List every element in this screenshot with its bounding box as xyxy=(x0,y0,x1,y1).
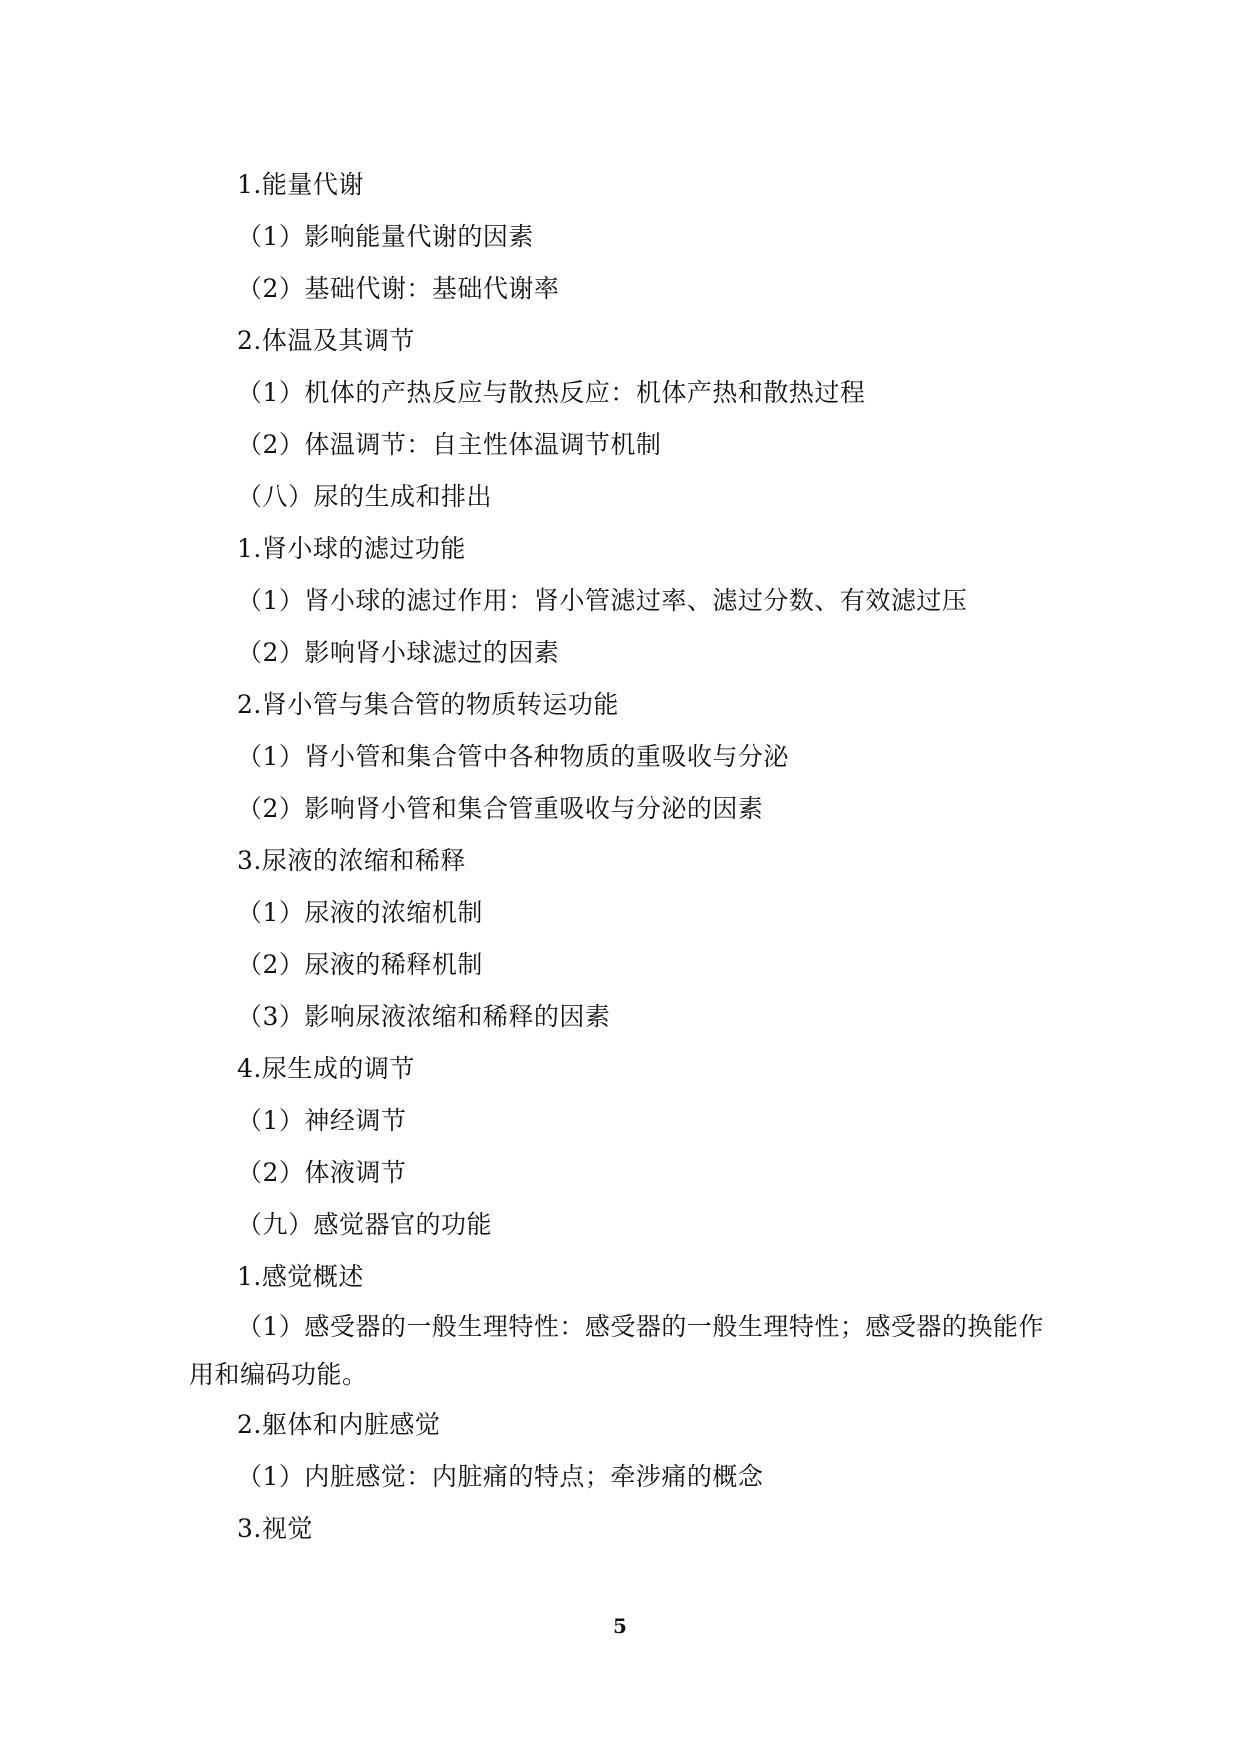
document-body xyxy=(189,159,1069,1555)
heading-body-temperature: 2.体温及其调节 xyxy=(237,326,415,355)
list-item: （1）机体的产热反应与散热反应：机体产热和散热过程 xyxy=(237,378,866,407)
list-item: （1）内脏感觉：内脏痛的特点；牵涉痛的概念 xyxy=(237,1462,764,1491)
list-item: （2）体温调节：自主性体温调节机制 xyxy=(237,430,662,459)
list-item: （2）尿液的稀释机制 xyxy=(237,950,483,979)
list-item: （1）神经调节 xyxy=(237,1106,407,1135)
heading-somatic-visceral: 2.躯体和内脏感觉 xyxy=(237,1410,441,1439)
heading-vision: 3.视觉 xyxy=(237,1514,313,1543)
heading-sensation-overview: 1.感觉概述 xyxy=(237,1262,364,1291)
list-item: （1）肾小管和集合管中各种物质的重吸收与分泌 xyxy=(237,742,789,771)
heading-energy-metabolism: 1.能量代谢 xyxy=(237,170,364,199)
list-item: （1）尿液的浓缩机制 xyxy=(237,898,483,927)
heading-glomerular-filtration: 1.肾小球的滤过功能 xyxy=(237,534,466,563)
section-title-urine: （八）尿的生成和排出 xyxy=(237,482,493,511)
list-item: （2）影响肾小球滤过的因素 xyxy=(237,638,560,667)
list-item: （1）肾小球的滤过作用：肾小管滤过率、滤过分数、有效滤过压 xyxy=(237,586,968,615)
page-number: 5 xyxy=(613,1614,627,1638)
heading-urine-regulation: 4.尿生成的调节 xyxy=(237,1054,415,1083)
list-item: （2）基础代谢：基础代谢率 xyxy=(237,274,560,303)
list-item: （3）影响尿液浓缩和稀释的因素 xyxy=(237,1002,611,1031)
paragraph-receptor-properties: （1）感受器的一般生理特性：感受器的一般生理特性；感受器的换能作用和编码功能。 xyxy=(189,1312,1044,1389)
heading-urine-concentration: 3.尿液的浓缩和稀释 xyxy=(237,846,466,875)
list-item: （2）体液调节 xyxy=(237,1158,407,1187)
list-item: （2）影响肾小管和集合管重吸收与分泌的因素 xyxy=(237,794,764,823)
list-item: （1）影响能量代谢的因素 xyxy=(237,222,534,251)
heading-tubule-transport: 2.肾小管与集合管的物质转运功能 xyxy=(237,690,619,719)
section-title-sensory: （九）感觉器官的功能 xyxy=(237,1210,493,1239)
